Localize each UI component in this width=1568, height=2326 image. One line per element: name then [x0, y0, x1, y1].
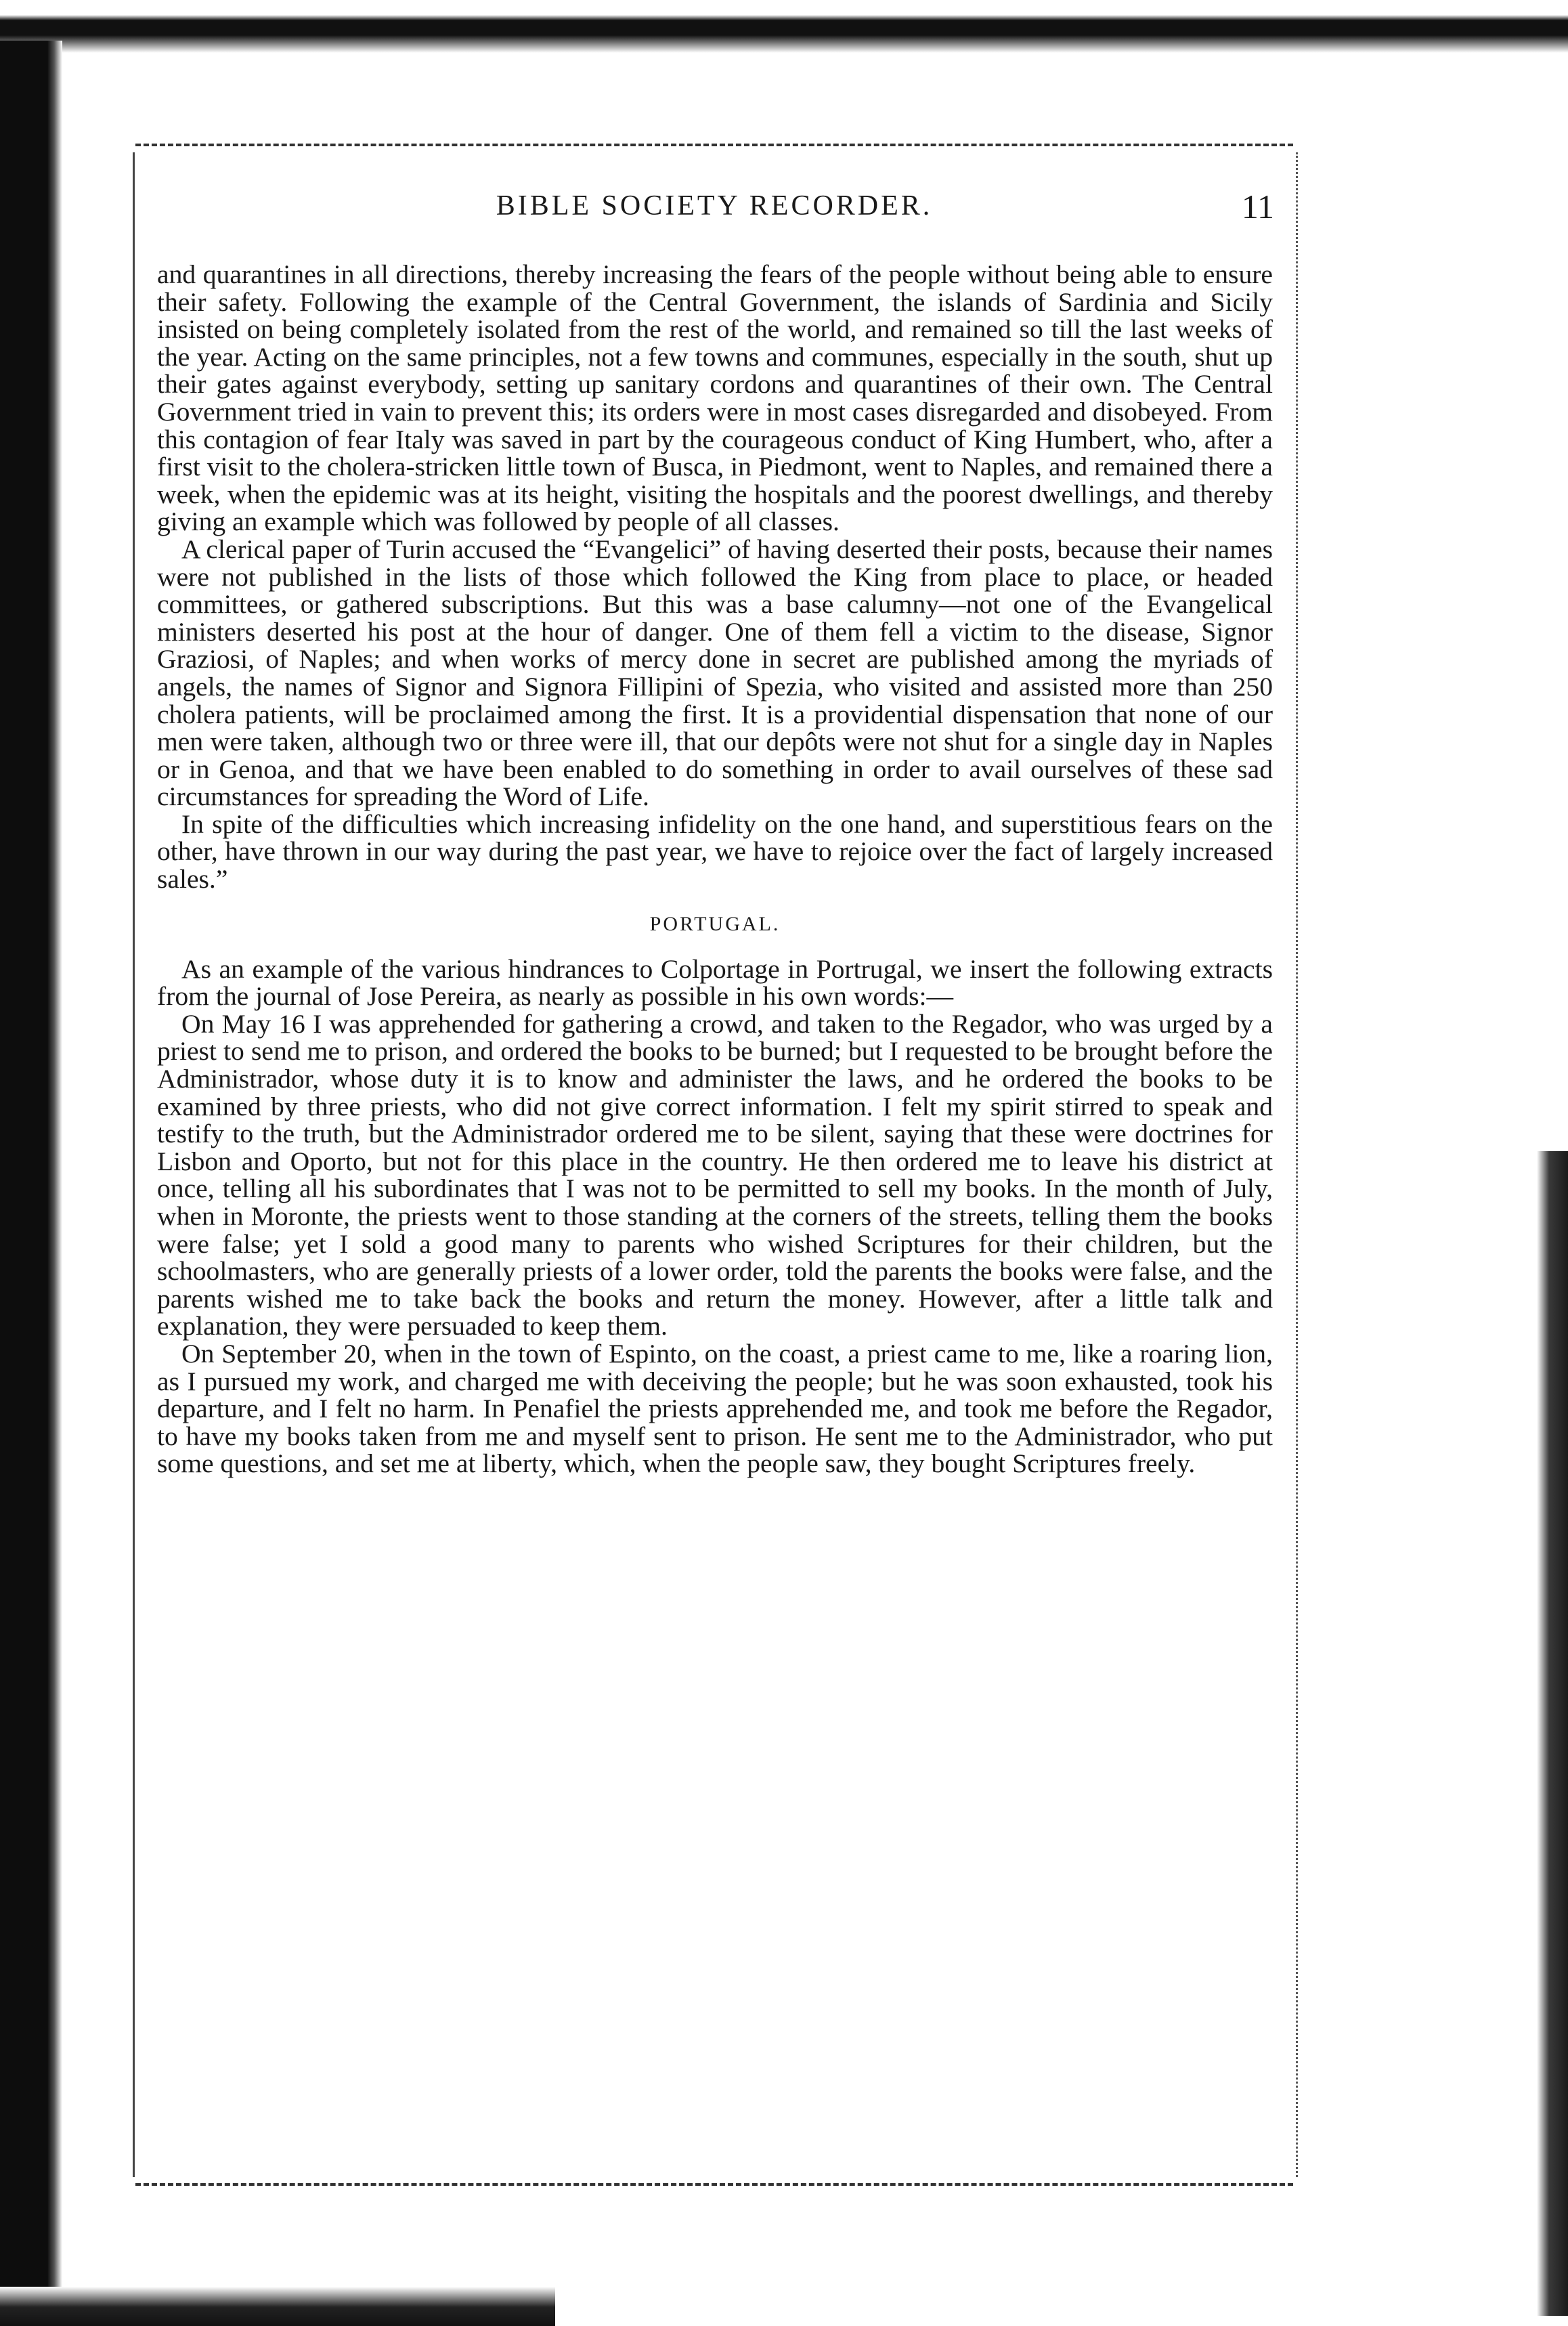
paragraph: As an example of the various hindrances to Colportage in Portrugal, we insert the following extracts from the journal of Jose Pereira, as nearly as possible in his own words:— [157, 953, 1273, 1012]
paragraph: In spite of the difficulties which increasing infidelity on the one hand, and superstitious fears on the other, have thrown in our way during the past year, we have to rejoice over the fact of largely increased sales.” [157, 809, 1273, 895]
running-title: BIBLE SOCIETY RECORDER. [496, 190, 933, 221]
page-number: 11 [1241, 188, 1274, 225]
article-body [157, 261, 1273, 1478]
left-margin-rule [133, 152, 135, 2177]
scan-edge-top [0, 0, 1568, 53]
right-margin-rule [1296, 152, 1298, 2177]
bottom-rule [135, 2183, 1293, 2186]
scan-edge-left [0, 41, 62, 2326]
running-head [135, 190, 1293, 230]
paragraph: On May 16 I was apprehended for gathering a crowd, and taken to the Regador, who was urged by a priest to send me to prison, and ordered the books to be burned; but I requested to be brought before the Administrador, whose duty it is to know and administer the laws, and he ordered the books to be examined by three priests, who did not give correct information. I felt my spirit stirred to speak and testify to the truth, but the Administrador ordered me to be silent, saying that these were doctrines for Lisbon and Oporto, but not for this place in the country. He then ordered me to leave his district at once, telling all his subordinates that I was not to be permitted to sell my books. In the month of July, when in Moronte, the priests went to those standing at the corners of the streets, telling them the books were false; yet I sold a good many to parents who wished Scriptures for their children, but the schoolmasters, who are generally priests of a lower order, told the parents the books were false, and the parents wished me to take back the books and return the money. However, after a little talk and explanation, they were persuaded to keep them. [157, 1008, 1273, 1341]
paragraph: and quarantines in all directions, thereby increasing the fears of the people without being able to ensure their safety. Following the example of the Central Government, the islands of Sardinia and Sicily insisted on being completely isolated from the rest of the world, and remained so till the last weeks of the year. Acting on the same principles, not a few towns and communes, especially in the south, shut up their gates against everybody, setting up sanitary cordons and quarantines of their own. The Central Government tried in vain to prevent this; its orders were in most cases disregarded and disobeyed. From this contagion of fear Italy was saved in part by the courageous conduct of King Humbert, who, after a first visit to the cholera-stricken little town of Busca, in Piedmont, went to Naples, and remained there a week, when the epidemic was at its height, visiting the hospitals and the poorest dwellings, and thereby giving an example which was followed by people of all classes. [157, 259, 1273, 537]
paragraph: On September 20, when in the town of Espinto, on the coast, a priest came to me, like a roaring lion, as I pursued my work, and charged me with deceiving the people; but he was soon exhausted, took his departure, and I felt no harm. In Penafiel the priests apprehended me, and took me before the Regador, to have my books taken from me and myself sent to prison. He sent me to the Administrador, who put some questions, and set me at liberty, which, when the people saw, they bought Scriptures freely. [157, 1338, 1273, 1479]
paragraph: A clerical paper of Turin accused the “Evangelici” of having deserted their posts, because their names were not published in the lists of those which followed the King from place to place, or headed committees, or gathered subscriptions. But this was a base calumny—not one of the Evangelical ministers deserted his post at the hour of danger. One of them fell a victim to the disease, Signor Graziosi, of Naples; and when works of mercy done in secret are published among the myriads of angels, the names of Signor and Signora Fillipini of Spezia, who visited and assisted more than 250 cholera patients, will be proclaimed among the first. It is a providential dispensation that none of our men were taken, although two or three were ill, that our depôts were not shut for a single day in Naples or in Genoa, and that we have been enabled to do something in order to avail ourselves of these sad circumstances for spreading the Word of Life. [157, 534, 1273, 812]
scan-edge-bottom [0, 2287, 555, 2326]
scan-edge-right [1537, 1151, 1568, 2316]
top-rule [135, 144, 1293, 146]
section-heading: PORTUGAL. [649, 912, 781, 935]
